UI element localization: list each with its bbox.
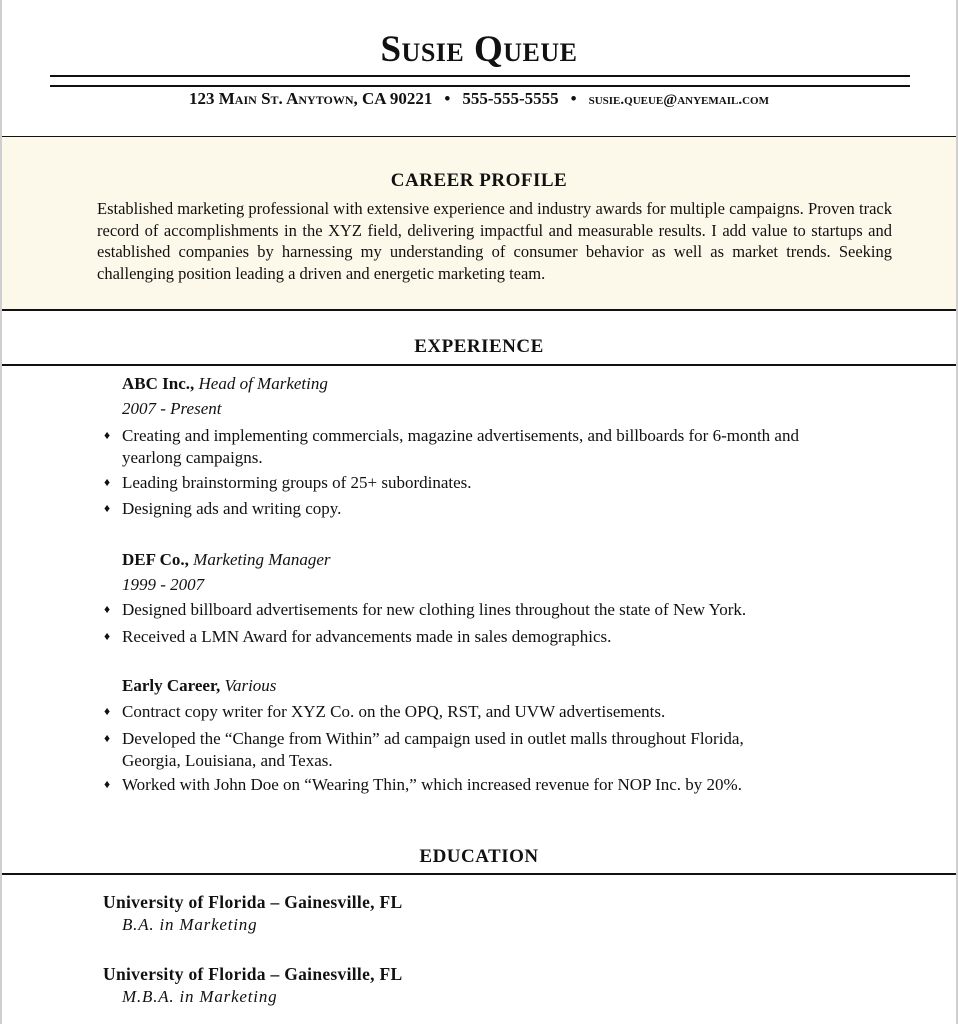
career-profile-text: Established marketing professional with extensive experience and industry awards for multiple campaigns. Proven track record of accomplishments in the XYZ field, delivering impactful and measurable results. I add value to startups and established companies by harnessing my understanding of consumer behavior as well as market trends. Seeking challenging position leading a driven and energetic marketing team. [97, 199, 892, 283]
diamond-bullet-icon: ♦ [104, 428, 111, 442]
header-rule-top [50, 75, 910, 77]
career-profile-title: CAREER PROFILE [390, 170, 568, 191]
section-rule [2, 364, 956, 366]
job-role: Head of Marketing [198, 374, 328, 393]
bullet-text: Leading brainstorming groups of 25+ subordinates. [122, 473, 472, 492]
job-header [122, 549, 331, 571]
job-company: DEF Co., [122, 550, 189, 569]
bullet-item [104, 701, 804, 723]
bullet-text: Developed the “Change from Within” ad campaign used in outlet malls throughout Florida, Georgia, Louisiana, and Texas. [122, 729, 744, 770]
resume-header [0, 0, 958, 136]
bullet-item [104, 599, 824, 621]
job-role: Various [224, 676, 277, 695]
education-degree: B.A. in Marketing [122, 915, 258, 934]
section-rule [2, 309, 956, 311]
job-company: ABC Inc., [122, 374, 195, 393]
contact-line [0, 88, 958, 111]
job-dates: 1999 - 2007 [122, 575, 205, 594]
bullet-item [104, 472, 804, 494]
diamond-bullet-icon: ♦ [104, 501, 111, 515]
education-degree: M.B.A. in Marketing [122, 987, 278, 1006]
bullet-text: Designing ads and writing copy. [122, 499, 342, 518]
bullet-text: Designed billboard advertisements for new clothing lines throughout the state of New York. [122, 600, 747, 619]
bullet-text: Received a LMN Award for advancements made in sales demographics. [122, 627, 612, 646]
education-title: EDUCATION [419, 846, 539, 867]
contact-phone: 555-555-5555 [462, 89, 559, 108]
job-role: Marketing Manager [193, 550, 331, 569]
contact-address: 123 Main St. Anytown, CA 90221 [189, 89, 433, 108]
diamond-bullet-icon: ♦ [104, 731, 111, 745]
bullet-text: Worked with John Doe on “Wearing Thin,” which increased revenue for NOP Inc. by 20%. [122, 775, 742, 794]
diamond-bullet-icon: ♦ [104, 629, 111, 643]
job-dates: 2007 - Present [122, 399, 222, 418]
bullet-item [104, 626, 804, 648]
bullet-item [104, 425, 804, 468]
diamond-bullet-icon: ♦ [104, 777, 111, 791]
bullet-item [104, 774, 824, 796]
bullet-text: Creating and implementing commercials, magazine advertisements, and billboards for 6-month and yearlong campaigns. [122, 426, 799, 467]
diamond-bullet-icon: ♦ [104, 602, 111, 616]
job-header [122, 373, 328, 395]
bullet-item [104, 728, 794, 771]
contact-separator: • [444, 89, 451, 108]
diamond-bullet-icon: ♦ [104, 704, 111, 718]
bullet-item [104, 498, 804, 520]
experience-title: EXPERIENCE [414, 336, 544, 357]
resume-name: Susie Queue [380, 29, 578, 70]
bullet-text: Contract copy writer for XYZ Co. on the OPQ, RST, and UVW advertisements. [122, 702, 666, 721]
section-rule [2, 873, 956, 875]
job-company: Early Career, [122, 676, 221, 695]
education-school: University of Florida – Gainesville, FL [103, 892, 403, 912]
education-school: University of Florida – Gainesville, FL [103, 964, 403, 984]
contact-separator: • [570, 89, 577, 108]
diamond-bullet-icon: ♦ [104, 475, 111, 489]
contact-email: susie.queue@anyemail.com [588, 92, 769, 108]
job-header [122, 675, 276, 697]
header-rule-bottom [50, 85, 910, 87]
